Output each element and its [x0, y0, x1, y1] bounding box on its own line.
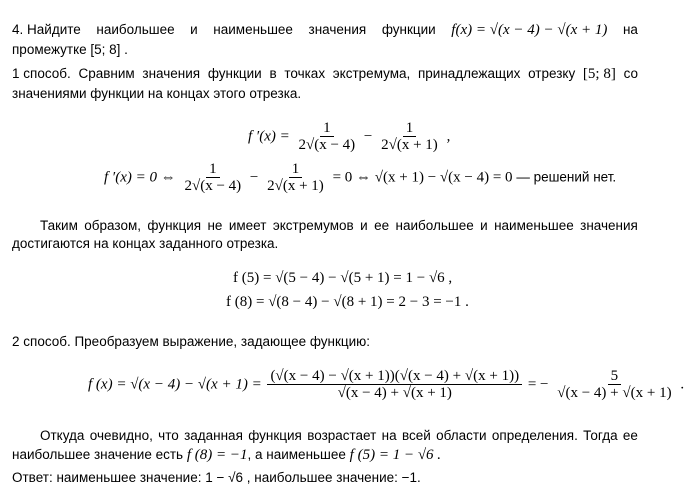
equals-minus: = − — [527, 376, 549, 393]
equation-lhs: f ′(x) = 0 ⇔ — [104, 169, 176, 186]
word: Откуда — [40, 428, 85, 443]
fraction-denominator: √(x − 4) + √(x + 1) — [337, 385, 452, 401]
fraction — [295, 120, 358, 154]
word: экстремума, — [332, 66, 411, 81]
fraction — [378, 120, 441, 154]
fraction-denominator: 2√(x − 4) — [184, 178, 242, 194]
equation-result: — решений нет. — [516, 169, 617, 185]
word: Тогда — [583, 428, 618, 443]
word: что — [158, 428, 179, 443]
fraction-denominator: 2√(x + 1) — [381, 137, 438, 153]
problem-word: и — [190, 22, 198, 37]
interval: [5; 8] — [582, 66, 616, 82]
method1-line-2: значениями функции на концах этого отрезка. — [12, 86, 302, 101]
word: области — [436, 428, 487, 443]
f8-inline: f (8) = −1 — [186, 447, 248, 463]
answer-line: Ответ: наименьшее значение: 1 − √6 , наибольшее значение: −1. — [12, 470, 421, 485]
fraction-numerator: (√(x − 4) − √(x + 1))(√(x − 4) + √(x + 1)) — [267, 368, 522, 385]
word: определения. — [491, 428, 578, 443]
word: заданная — [184, 428, 243, 443]
f8-value: f (8) = √(8 − 4) − √(8 + 1) = 2 − 3 = −1 . — [226, 294, 469, 310]
derivative-formula: f ′(x) = $\frac{1}{2√(x - 4)}$ − $\frac{1}{2√(x + 1)}$ , — [248, 120, 451, 153]
word: и — [480, 218, 488, 233]
transform-formula: f (x) = √(x − 4) − √(x + 1) = $\frac{(√(x - 4) - √(x + 1))(√(x - 4) + √(x + 1))}{√(x - 4) + √(x + 1)}$ = − $\frac{5}{√(x - 4) + √(x + 1)}$ . — [88, 368, 684, 401]
problem-word: функции — [381, 22, 436, 37]
word: всей — [401, 428, 431, 443]
method2-conclusion-line-2 — [12, 447, 441, 464]
problem-word: значения — [308, 22, 367, 37]
method2-conclusion-line-1 — [40, 428, 638, 443]
word: наименьшее — [494, 218, 574, 233]
word: функция — [248, 428, 302, 443]
interval-line: промежутке [5; 8] . — [12, 42, 128, 57]
method2-intro: 2 способ. Преобразуем выражение, задающее функцию: — [12, 334, 371, 349]
word: ее — [374, 218, 390, 233]
word: имеет — [228, 218, 267, 233]
transform-lhs: f (x) = √(x − 4) − √(x + 1) = — [88, 376, 262, 393]
word: функции — [207, 66, 262, 81]
problem-word: на — [622, 22, 638, 37]
conclusion-line-1 — [40, 218, 638, 233]
derivative-equation: f ′(x) = 0 ⇔ $\frac{1}{2√(x - 4)}$ − $\frac{1}{2√(x + 1)}$ = 0 ⇔ √(x + 1) − √(x − 4) = 0 — решений нет. — [104, 161, 617, 194]
problem-word: наименьшее — [213, 22, 293, 37]
word: функция — [147, 218, 202, 233]
fraction — [264, 161, 327, 195]
function-formula: f(x) = √(x − 4) − √(x + 1) — [451, 22, 608, 38]
word: образом, — [84, 218, 141, 233]
fraction-denominator: √(x − 4) + √(x + 1) — [557, 385, 672, 401]
method1-line-1 — [12, 66, 638, 83]
conclusion-line-2: достигаются на концах заданного отрезка. — [12, 236, 279, 251]
word: Таким — [40, 218, 78, 233]
fraction-numerator: 1 — [320, 120, 334, 137]
problem-number-word: 4. Найдите — [12, 22, 81, 37]
fraction — [267, 368, 522, 402]
word: значения — [580, 218, 638, 233]
text: наибольшее значение есть — [12, 447, 184, 462]
word: не — [207, 218, 223, 233]
f5-value: f (5) = √(5 − 4) − √(5 + 1) = 1 − √6 , — [233, 270, 453, 286]
fraction — [181, 161, 244, 195]
word: очевидно, — [89, 428, 153, 443]
fraction-denominator: 2√(x − 4) — [298, 137, 356, 153]
equation-middle: = 0 ⇔ √(x + 1) − √(x − 4) = 0 — [332, 169, 513, 186]
fraction-numerator: 1 — [206, 161, 220, 178]
word: и — [360, 218, 368, 233]
word: принадлежащих — [417, 66, 521, 81]
word: на — [381, 428, 397, 443]
fraction — [554, 368, 674, 402]
problem-word: наибольшее — [96, 22, 175, 37]
word: возрастает — [307, 428, 377, 443]
f5-inline: f (5) = 1 − √6 . — [349, 447, 442, 463]
word: отрезку — [528, 66, 576, 81]
derivative-lhs: f ′(x) = — [248, 128, 290, 145]
word: со — [623, 66, 638, 81]
word: Сравним — [78, 66, 135, 81]
word: в — [269, 66, 277, 81]
word: ее — [622, 428, 638, 443]
fraction-numerator: 5 — [608, 368, 622, 385]
problem-line-1 — [12, 22, 638, 39]
word: точках — [284, 66, 326, 81]
word: 1 способ. — [12, 66, 71, 81]
word: экстремумов — [272, 218, 354, 233]
fraction-denominator: 2√(x + 1) — [267, 178, 324, 194]
word: наибольшее — [395, 218, 474, 233]
word: значения — [142, 66, 201, 81]
fraction-numerator: 1 — [403, 120, 417, 137]
text: , а наименьшее — [247, 447, 346, 462]
fraction-numerator: 1 — [289, 161, 303, 178]
